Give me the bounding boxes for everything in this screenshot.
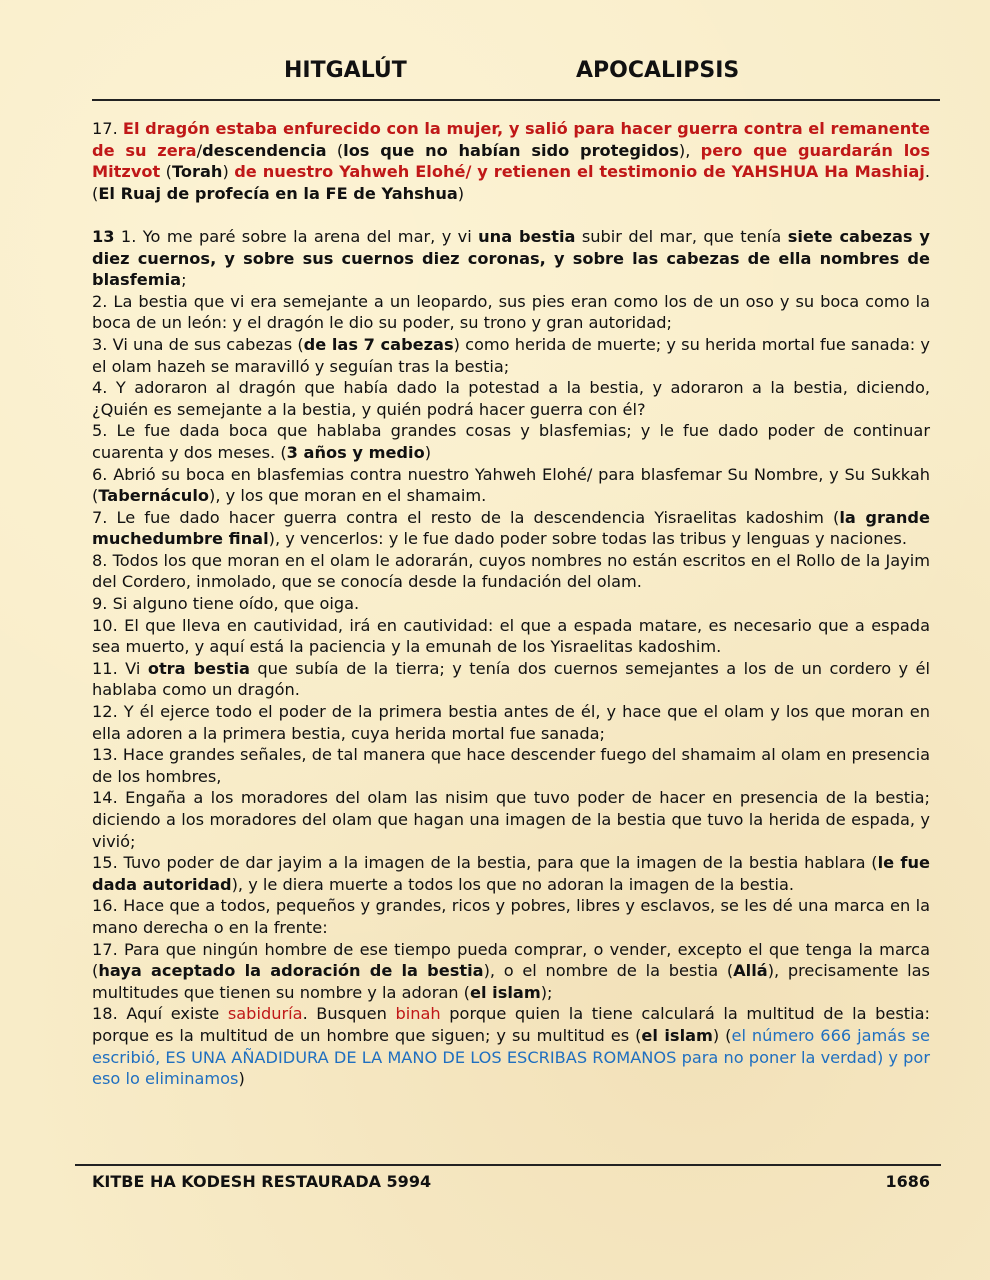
page-number: 1686 — [885, 1172, 930, 1191]
verse-13-10: 10. El que lleva en cautividad, irá en cautividad: el que a espada matare, es necesario que a espada sea muerto, y aquí está la paciencia y la emunah de los Yisraelitas kadoshim. — [92, 615, 930, 657]
verse-13-9: 9. Si alguno tiene oído, que oiga. — [92, 594, 360, 614]
verse-13-1: 13 1. Yo me paré sobre la arena del mar, y vi una bestia subir del mar, que tenía siete cabezas y diez cuernos, y sobre sus cuernos diez coronas, y sobre las cabezas de ella nombres de blasfemia; — [92, 226, 930, 290]
chapter-number: 13 — [92, 226, 115, 246]
verse-13-18: 18. Aquí existe sabiduría. Busquen binah porque quien la tiene calculará la multitud de la bestia: porque es la multitud de un hombre que siguen; y su multitud es (el islam) (el número 666 jamás se escribió, ES UNA AÑADIDURA DE LA MANO DE LOS ESCRIBAS ROMANOS para no poner la verdad) y por eso lo eliminamos) — [92, 1004, 930, 1089]
footer-divider — [75, 1164, 941, 1166]
verse-13-15: 15. Tuvo poder de dar jayim a la imagen de la bestia, para que la imagen de la bestia hablara (le fue dada autoridad), y le diera muerte a todos los que no adoran la imagen de la bestia. — [92, 853, 930, 894]
verse-13-11: 11. Vi otra bestia que subía de la tierra; y tenía dos cuernos semejantes a los de un cordero y él hablaba como un dragón. — [92, 658, 930, 700]
verse-13-3: 3. Vi una de sus cabezas (de las 7 cabezas) como herida de muerte; y su herida mortal fue sanada: y el olam hazeh se maravilló y seguían tras la bestia; — [92, 334, 930, 376]
book-title: KITBE HA KODESH RESTAURADA 5994 — [92, 1172, 432, 1191]
verse-13-14: 14. Engaña a los moradores del olam las nisim que tuvo poder de hacer en presencia de la bestia; diciendo a los moradores del olam que hagan una imagen de la bestia que tuvo la herida de espada, y vivió; — [92, 788, 930, 851]
verse-13-2: 2. La bestia que vi era semejante a un leopardo, sus pies eran como los de un oso y su boca como la boca de un león: y el dragón le dio su poder, su trono y gran autoridad; — [92, 291, 930, 333]
verse-13-5: 5. Le fue dada boca que hablaba grandes cosas y blasfemias; y le fue dado poder de continuar cuarenta y dos meses. (3 años y medio) — [92, 421, 930, 462]
verse-13-16: 16. Hace que a todos, pequeños y grandes, ricos y pobres, libres y esclavos, se les dé una marca en la mano derecha o en la frente: — [92, 896, 930, 937]
verse-13-13: 13. Hace grandes señales, de tal manera que hace descender fuego del shamaim al olam en presencia de los hombres, — [92, 745, 930, 786]
header-divider — [92, 99, 940, 101]
verse-13-17: 17. Para que ningún hombre de ese tiempo pueda comprar, o vender, excepto el que tenga la marca (haya aceptado la adoración de la bestia), o el nombre de la bestia (Allá), precisamente las multitudes que tienen su nombre y la adoran (el islam); — [92, 939, 930, 1002]
verse-12-17: 17. El dragón estaba enfurecido con la mujer, y salió para hacer guerra contra el remanente de su zera/descendencia (los que no habían sido protegidos), pero que guardarán los Mitzvot (Torah) de nuestro Yahweh Elohé/ y retienen el testimonio de YAHSHUA Ha Mashiaj. (El Ruaj de profecía en la FE de Yahshua) — [92, 119, 931, 203]
verse-13-4: 4. Y adoraron al dragón que había dado la potestad a la bestia, y adoraron a la bestia, diciendo, ¿Quién es semejante a la bestia, y quién podrá hacer guerra con él? — [92, 378, 930, 419]
header-title-left: HITGALÚT — [284, 58, 407, 83]
verse-13-6: 6. Abrió su boca en blasfemias contra nuestro Yahweh Elohé/ para blasfemar Su Nombre, y Su Sukkah (Tabernáculo), y los que moran en el shamaim. — [92, 464, 930, 506]
page-footer — [92, 1172, 930, 1196]
scripture-text — [92, 118, 930, 1090]
page-header — [92, 58, 940, 88]
verse-13-8: 8. Todos los que moran en el olam le adorarán, cuyos nombres no están escritos en el Rollo de la Jayim del Cordero, inmolado, que se conocía desde la fundación del olam. — [92, 550, 930, 592]
header-title-right: APOCALIPSIS — [576, 58, 740, 83]
verse-13-7: 7. Le fue dado hacer guerra contra el resto de la descendencia Yisraelitas kadoshim (la grande muchedumbre final), y vencerlos: y le fue dado poder sobre todas las tribus y lenguas y naciones. — [92, 507, 930, 549]
verse-13-12: 12. Y él ejerce todo el poder de la primera bestia antes de él, y hace que el olam y los que moran en ella adoren a la primera bestia, cuya herida mortal fue sanada; — [92, 702, 930, 743]
